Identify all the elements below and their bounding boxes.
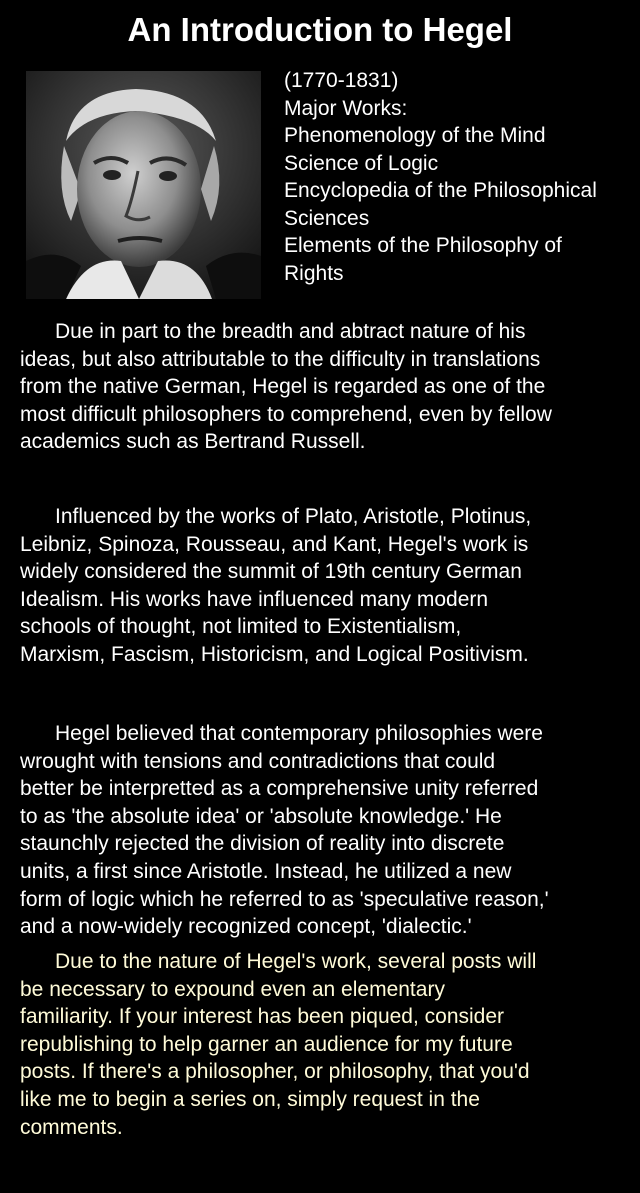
work-line: Phenomenology of the Mind xyxy=(284,124,546,147)
text-line: and a now-widely recognized concept, 'dialectic.' xyxy=(20,915,472,939)
text-line: comments. xyxy=(20,1115,123,1139)
work-line: Elements of the Philosophy of xyxy=(284,234,562,257)
text-line: units, a first since Aristotle. Instead, he utilized a new xyxy=(20,859,512,883)
text-line: republishing to help garner an audience for my future xyxy=(20,1032,513,1056)
works-info xyxy=(284,67,640,287)
works-heading: Major Works: xyxy=(284,96,408,120)
work-line: Science of Logic xyxy=(284,151,439,175)
text-line: academics such as Bertrand Russell. xyxy=(20,430,366,454)
life-dates: (1770-1831) xyxy=(284,69,399,92)
work-line: Sciences xyxy=(284,206,370,230)
portrait-illustration xyxy=(26,71,261,299)
text-line: most difficult philosophers to comprehend, even by fellow xyxy=(20,402,552,426)
work-line: Rights xyxy=(284,261,344,285)
work-line: Encyclopedia of the Philosophical xyxy=(284,179,597,202)
text-line: Idealism. His works have influenced many modern xyxy=(20,587,489,611)
text-line: form of logic which he referred to as 'speculative reason,' xyxy=(20,887,549,911)
text-line: familiarity. If your interest has been piqued, consider xyxy=(20,1005,505,1029)
paragraph-difficulty xyxy=(20,318,635,456)
paragraph-dialectic xyxy=(20,720,635,941)
text-line: schools of thought, not limited to Existentialism, xyxy=(20,615,462,639)
text-line: like me to begin a series on, simply request in the xyxy=(20,1087,480,1111)
paragraph-influences xyxy=(20,503,635,669)
text-line: posts. If there's a philosopher, or philosophy, that you'd xyxy=(20,1060,530,1084)
text-line: widely considered the summit of 19th century German xyxy=(20,560,522,584)
text-line: wrought with tensions and contradictions that could xyxy=(20,749,496,773)
paragraph-future-posts xyxy=(20,948,635,1141)
text-line: to as 'the absolute idea' or 'absolute knowledge.' He xyxy=(20,804,502,828)
text-line: be necessary to expound even an elementary xyxy=(20,977,445,1001)
hegel-portrait-image xyxy=(26,71,261,299)
text-line: Influenced by the works of Plato, Aristotle, Plotinus, xyxy=(20,505,532,528)
text-line: from the native German, Hegel is regarded as one of the xyxy=(20,375,546,399)
text-line: Marxism, Fascism, Historicism, and Logical Positivism. xyxy=(20,642,529,666)
text-line: Due to the nature of Hegel's work, several posts will xyxy=(20,950,537,973)
page-title: An Introduction to Hegel xyxy=(127,11,513,48)
text-line: Leibniz, Spinoza, Rousseau, and Kant, Hegel's work is xyxy=(20,532,529,556)
text-line: better be interpretted as a comprehensive unity referred xyxy=(20,777,539,801)
text-line: Due in part to the breadth and abtract nature of his xyxy=(20,320,526,343)
text-line: Hegel believed that contemporary philosophies were xyxy=(20,722,543,745)
text-line: ideas, but also attributable to the difficulty in translations xyxy=(20,347,541,371)
text-line: staunchly rejected the division of reality into discrete xyxy=(20,832,505,856)
